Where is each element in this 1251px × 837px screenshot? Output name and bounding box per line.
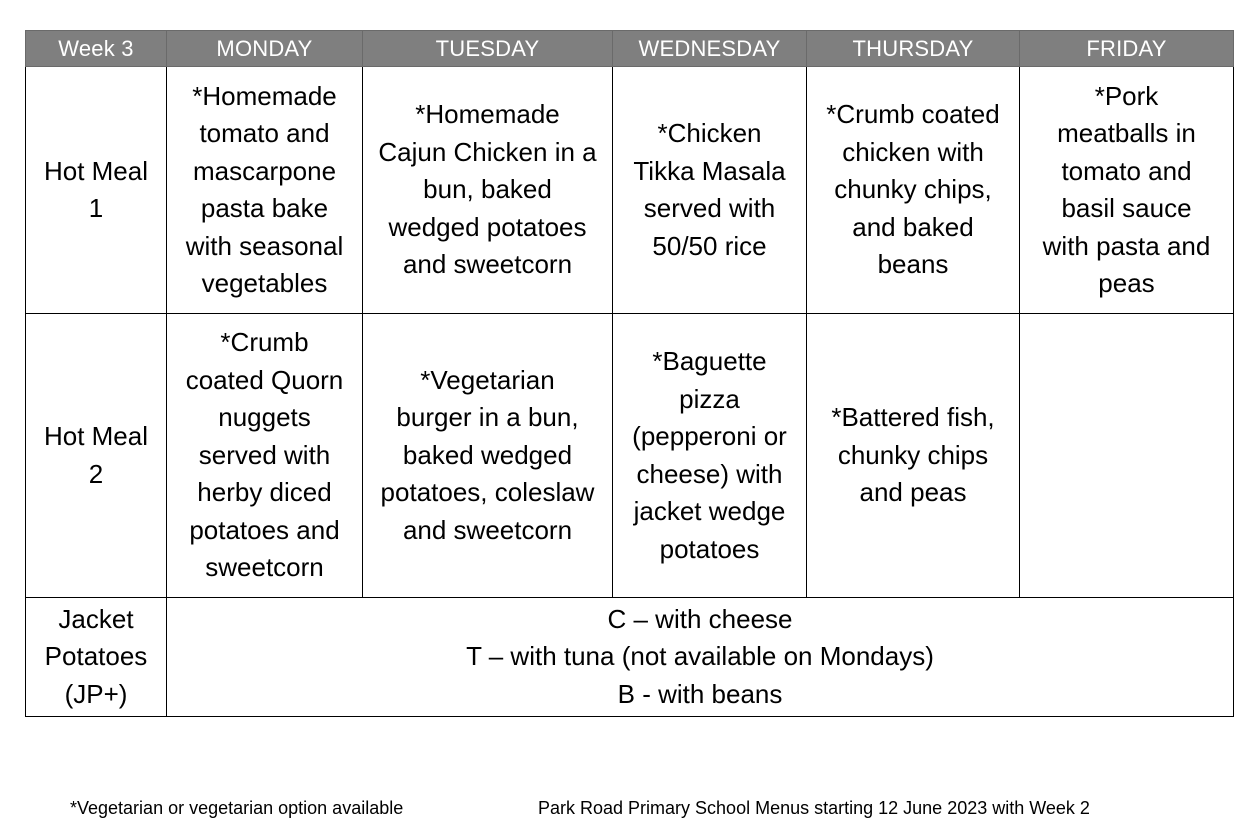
vegetarian-footnote: *Vegetarian or vegetarian option available (70, 798, 404, 818)
meal-cell-friday-2 (1020, 314, 1234, 598)
meal-line: *Baguette (652, 346, 767, 376)
meal-line: potatoes and (189, 514, 340, 545)
meal-line: and sweetcorn (402, 514, 573, 545)
meal-line: wedged potatoes (388, 211, 587, 242)
jacket-option-beans: B - with beans (617, 678, 783, 709)
meal-line: with seasonal (185, 230, 344, 261)
label-line: Hot Meal (43, 155, 149, 186)
day-header-wednesday: WEDNESDAY (613, 31, 807, 67)
menu-start-info: Park Road Primary School Menus starting 12 June 2023 with Week 2 (538, 798, 1090, 818)
meal-line: vegetables (201, 268, 328, 298)
label-line: (JP+) (64, 678, 128, 709)
meal-line: served with (643, 193, 776, 223)
day-header-monday: MONDAY (167, 31, 363, 67)
label-line: 1 (88, 193, 104, 223)
meal-cell-friday-1 (1020, 67, 1234, 314)
meal-cell-thursday-2 (807, 314, 1020, 598)
label-line: Jacket (58, 603, 134, 634)
meal-line: cheese) with (636, 458, 783, 489)
meal-line: nuggets (218, 402, 311, 433)
day-header-friday: FRIDAY (1020, 31, 1234, 67)
hot-meal-1-label (26, 67, 167, 314)
meal-cell-tuesday-1 (363, 67, 613, 314)
meal-line: and sweetcorn (402, 249, 573, 280)
meal-line: Cajun Chicken in a (378, 136, 597, 167)
jacket-potatoes-options (167, 598, 1234, 717)
meal-line: herby diced (197, 477, 332, 508)
meal-line: *Crumb (220, 327, 309, 358)
meal-cell-wednesday-1 (613, 67, 807, 314)
meal-line: *Pork (1094, 80, 1159, 111)
meal-line: meatballs in (1057, 118, 1196, 148)
label-line: Potatoes (44, 641, 148, 672)
hot-meal-2-label (26, 314, 167, 598)
meal-line: *Chicken (657, 118, 762, 148)
day-header-tuesday: TUESDAY (363, 31, 613, 67)
meal-line: with pasta and (1042, 230, 1211, 261)
meal-line: Tikka Masala (633, 155, 786, 186)
jacket-potatoes-row (26, 598, 1234, 717)
meal-line: *Homemade (192, 80, 337, 111)
meal-line: chunky chips (837, 439, 989, 470)
week-header: Week 3 (26, 31, 167, 67)
meal-cell-wednesday-2 (613, 314, 807, 598)
meal-line: served with (198, 439, 331, 470)
meal-line: potatoes, coleslaw (380, 477, 595, 508)
meal-line: mascarpone (192, 155, 337, 186)
meal-line: sweetcorn (205, 552, 324, 583)
meal-line: and baked (852, 211, 974, 242)
hot-meal-1-row (26, 67, 1234, 314)
meal-line: potatoes (659, 533, 760, 564)
meal-line: bun, baked (423, 174, 552, 205)
meal-line: and peas (859, 477, 967, 508)
meal-line: coated Quorn (185, 364, 344, 395)
jacket-potatoes-label (26, 598, 167, 717)
label-line: Hot Meal (43, 421, 149, 451)
meal-line: peas (1098, 268, 1155, 298)
menu-table (25, 30, 1234, 717)
meal-line: *Homemade (415, 99, 560, 130)
meal-line: tomato and (199, 118, 330, 148)
meal-line: basil sauce (1061, 193, 1192, 223)
hot-meal-2-row (26, 314, 1234, 598)
jacket-option-tuna: T – with tuna (not available on Mondays) (466, 641, 934, 672)
meal-line: chunky chips, (834, 174, 992, 205)
meal-line: *Vegetarian (420, 364, 555, 395)
meal-cell-monday-2 (167, 314, 363, 598)
label-line: 2 (88, 458, 104, 489)
meal-line: burger in a bun, (396, 402, 579, 433)
meal-line: jacket wedge (633, 496, 786, 526)
meal-line: *Battered fish, (831, 402, 995, 433)
meal-line: pasta bake (200, 193, 329, 223)
header-row (26, 31, 1234, 67)
meal-line: baked wedged (402, 439, 573, 470)
meal-line: pizza (679, 383, 740, 414)
day-header-thursday: THURSDAY (807, 31, 1020, 67)
meal-line: *Crumb coated (826, 99, 1000, 130)
meal-line: 50/50 rice (652, 230, 767, 261)
meal-line: (pepperoni or (632, 421, 787, 451)
meal-cell-monday-1 (167, 67, 363, 314)
meal-cell-tuesday-2 (363, 314, 613, 598)
meal-line: chicken with (842, 136, 984, 167)
meal-line: beans (877, 249, 949, 280)
meal-line: tomato and (1061, 155, 1192, 186)
jacket-option-cheese: C – with cheese (607, 603, 793, 634)
meal-cell-thursday-1 (807, 67, 1020, 314)
